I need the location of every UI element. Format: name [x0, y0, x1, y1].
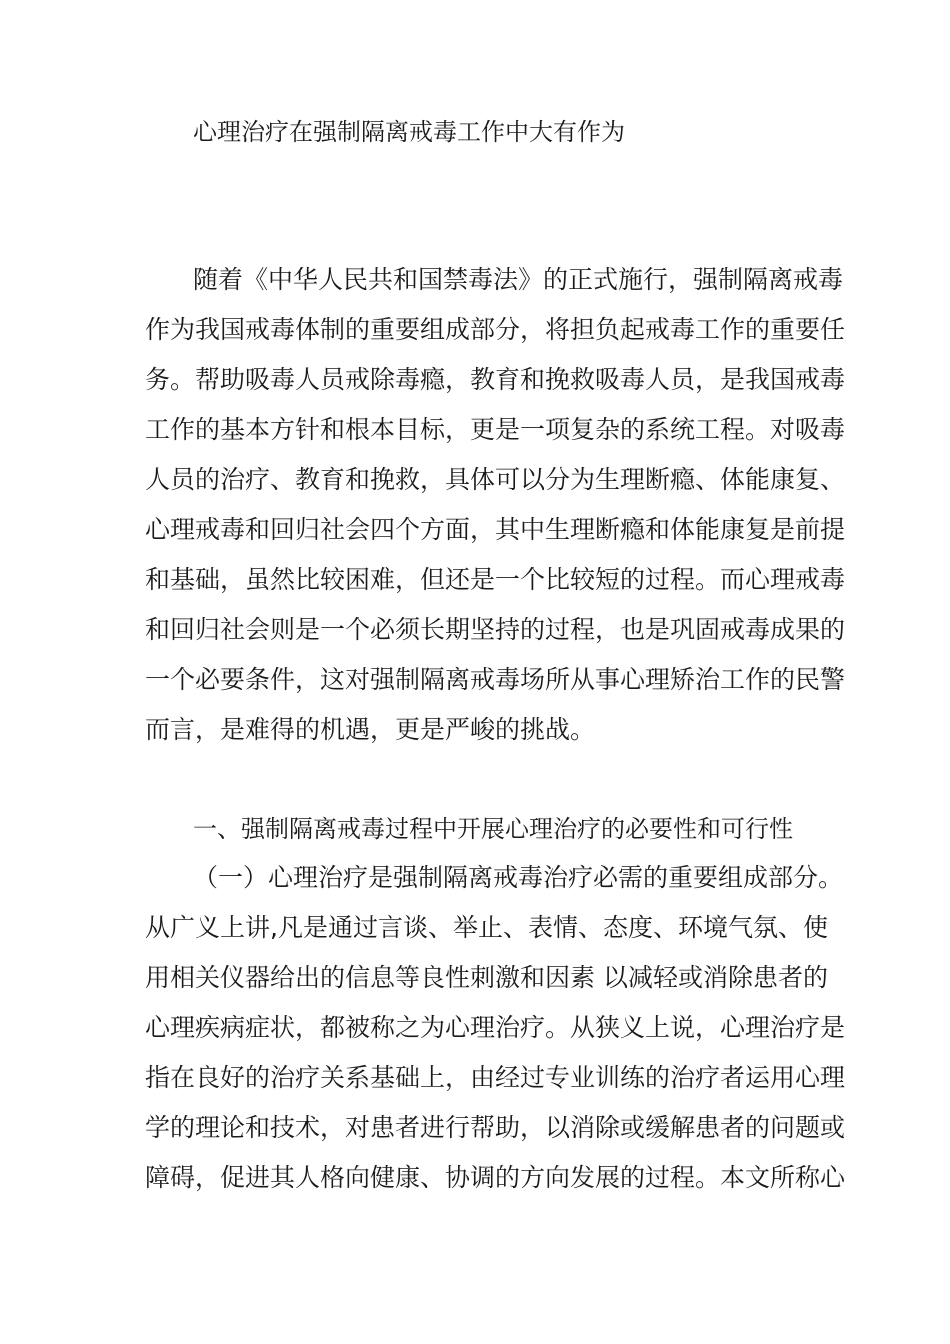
text-line: 一个必要条件，这对强制隔离戒毒场所从事心理矫治工作的民警 [145, 665, 846, 694]
text-line: 障碍，促进其人格向健康、协调的方向发展的过程。本文所称心 [145, 1163, 846, 1192]
text-line: 心理疾病症状，都被称之为心理治疗。从狭义上说，心理治疗是 [145, 1013, 846, 1042]
text-line: 务。帮助吸毒人员戒除毒瘾，教育和挽救吸毒人员，是我国戒毒 [145, 365, 846, 394]
text-line: 随着《中华人民共和国禁毒法》的正式施行，强制隔离戒毒 [193, 265, 844, 294]
text-line: （一）心理治疗是强制隔离戒毒治疗必需的重要组成部分。 [193, 863, 844, 892]
text-line: 用相关仪器给出的信息等良性刺激和因素 以减轻或消除患者的 [145, 963, 828, 992]
section-heading: 一、强制隔离戒毒过程中开展心理治疗的必要性和可行性 [193, 815, 793, 843]
text-line: 心理戒毒和回归社会四个方面，其中生理断瘾和体能康复是前提 [145, 515, 846, 544]
text-line: 和基础，虽然比较困难，但还是一个比较短的过程。而心理戒毒 [145, 565, 846, 594]
text-line: 从广义上讲,凡是通过言谈、举止、表情、态度、环境气氛、使 [145, 913, 828, 942]
text-line: 而言，是难得的机遇，更是严峻的挑战。 [145, 715, 596, 744]
text-line: 指在良好的治疗关系基础上，由经过专业训练的治疗者运用心理 [145, 1063, 846, 1092]
text-line: 人员的治疗、教育和挽救，具体可以分为生理断瘾、体能康复、 [145, 465, 846, 494]
text-line: 作为我国戒毒体制的重要组成部分，将担负起戒毒工作的重要任 [145, 315, 846, 344]
document-title: 心理治疗在强制隔离戒毒工作中大有作为 [193, 118, 625, 146]
text-line: 工作的基本方针和根本目标，更是一项复杂的系统工程。对吸毒 [145, 415, 846, 444]
text-line: 学的理论和技术，对患者进行帮助，以消除或缓解患者的问题或 [145, 1113, 846, 1142]
text-line: 和回归社会则是一个必须长期坚持的过程，也是巩固戒毒成果的 [145, 615, 846, 644]
